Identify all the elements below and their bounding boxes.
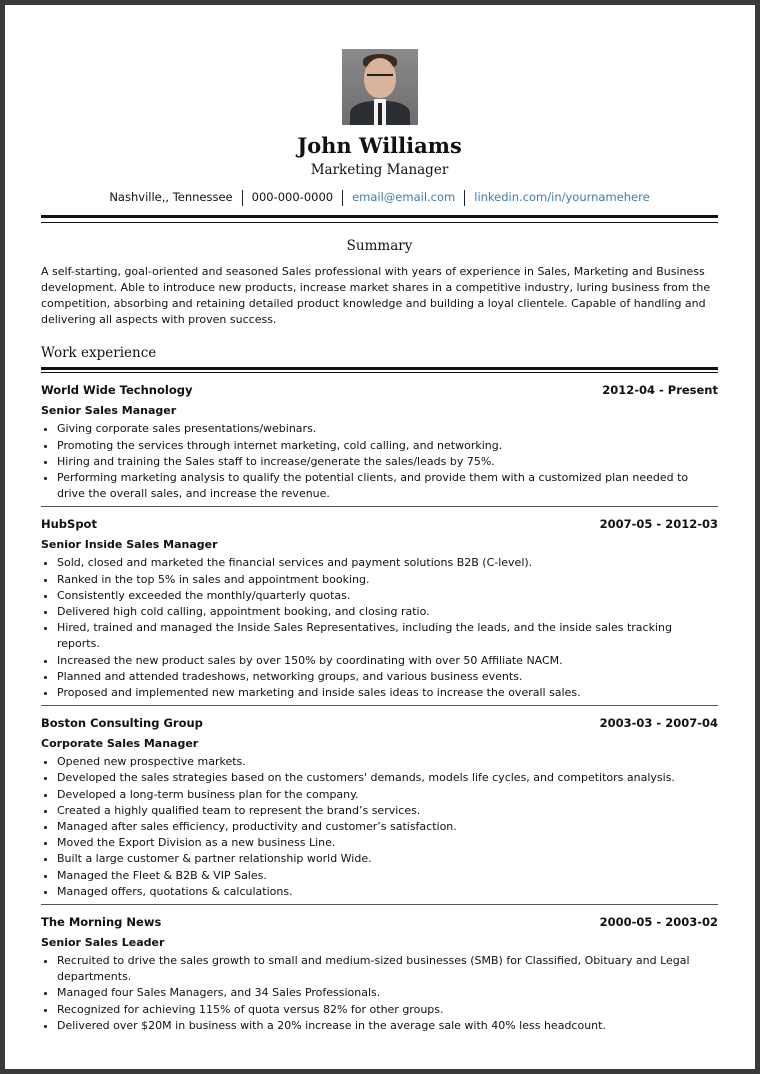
job-bullet: • Ranked in the top 5% in sales and appointment booking. [57,572,718,588]
job-dates: 2007-05 - 2012-03 [599,517,718,532]
contact-line [41,189,718,206]
job-company: HubSpot [41,517,97,532]
candidate-title: Marketing Manager [310,162,449,178]
job-bullet: • Managed the Fleet & B2B & VIP Sales. [57,868,718,884]
job-bullet: • Delivered high cold calling, appointment booking, and closing ratio. [57,604,718,620]
job-bullets [41,421,718,502]
job-entry [41,705,718,904]
job-bullet: • Proposed and implemented new marketing and inside sales ideas to increase the overall sales. [57,685,718,701]
job-company: Boston Consulting Group [41,716,203,731]
job-header [41,913,718,931]
job-bullet: • Hiring and training the Sales staff to increase/generate the sales/leads by 75%. [57,454,718,470]
summary-heading: Summary [346,237,413,254]
job-dates: 2000-05 - 2003-02 [599,914,718,929]
contact-location: Nashville,, Tennessee [109,190,233,204]
job-bullet: • Giving corporate sales presentations/webinars. [57,421,718,437]
job-bullet: • Built a large customer & partner relationship world Wide. [57,851,718,867]
resume-page [5,5,755,1069]
job-bullets [41,953,718,1034]
job-bullet: • Hired, trained and managed the Inside Sales Representatives, including the leads, and the inside sales tracking reports. [57,620,718,652]
contact-email-link[interactable]: email@email.com [352,190,456,204]
profile-photo [342,49,418,125]
work-experience-heading: Work experience [41,345,157,362]
job-bullet: • Recruited to drive the sales growth to small and medium-sized businesses (SMB) for Classified, Obituary and Legal departments. [57,953,718,985]
job-dates: 2012-04 - Present [602,383,718,398]
job-role: Senior Sales Manager [41,404,177,418]
job-bullet: • Delivered over $20M in business with a 20% increase in the average sale with 40% less headcount. [57,1018,718,1034]
job-role: Senior Inside Sales Manager [41,538,218,552]
summary-text: A self-starting, goal-oriented and seasoned Sales professional with years of experience in Sales, Marketing and Business development. Able to introduce new products, increase market shares in a competitive industry, luring business from the competition, absorbing and retaining detailed product knowledge and building a loyal clientele. Capable of handling and delivering all aspects with proven success. [41,264,711,327]
candidate-name: John Williams [297,133,462,158]
job-company: The Morning News [41,914,162,929]
job-bullet: • Moved the Export Division as a new business Line. [57,835,718,851]
job-bullet: • Created a highly qualified team to represent the brand’s services. [57,803,718,819]
job-bullet: • Opened new prospective markets. [57,754,718,770]
job-bullet: • Consistently exceeded the monthly/quarterly quotas. [57,588,718,604]
job-entry [41,506,718,705]
header-divider [41,215,718,223]
job-bullet: • Performing marketing analysis to qualify the potential clients, and provide them with a customized plan needed to drive the overall sales, and increase the revenue. [57,470,718,502]
resume-content [41,49,718,1038]
job-list [41,373,718,1038]
contact-phone: 000-000-0000 [251,190,334,204]
job-company: World Wide Technology [41,383,193,398]
job-header [41,381,718,399]
job-bullet: • Managed four Sales Managers, and 34 Sales Professionals. [57,985,718,1001]
job-header [41,714,718,732]
job-bullet: • Developed a long-term business plan for the company. [57,787,718,803]
job-bullet: • Sold, closed and marketed the financial services and payment solutions B2B (C-level). [57,555,718,571]
job-role: Senior Sales Leader [41,935,165,949]
job-bullet: • Promoting the services through internet marketing, cold calling, and networking. [57,438,718,454]
job-header [41,515,718,533]
job-dates: 2003-03 - 2007-04 [599,716,718,731]
job-entry [41,904,718,1038]
job-bullets [41,754,718,900]
job-bullet: • Increased the new product sales by over 150% by coordinating with over 50 Affiliate NACM. [57,653,718,669]
contact-linkedin-link[interactable]: linkedin.com/in/yournamehere [474,190,650,204]
job-entry [41,373,718,506]
job-bullet: • Managed offers, quotations & calculations. [57,884,718,900]
job-bullet: • Developed the sales strategies based on the customers' demands, models life cycles, and competitors analysis. [57,770,718,786]
job-bullets [41,555,718,701]
job-bullet: • Managed after sales efficiency, productivity and customer’s satisfaction. [57,819,718,835]
job-bullet: • Planned and attended tradeshows, networking groups, and various business events. [57,669,718,685]
job-bullet: • Recognized for achieving 115% of quota versus 82% for other groups. [57,1002,718,1018]
job-role: Corporate Sales Manager [41,737,199,751]
